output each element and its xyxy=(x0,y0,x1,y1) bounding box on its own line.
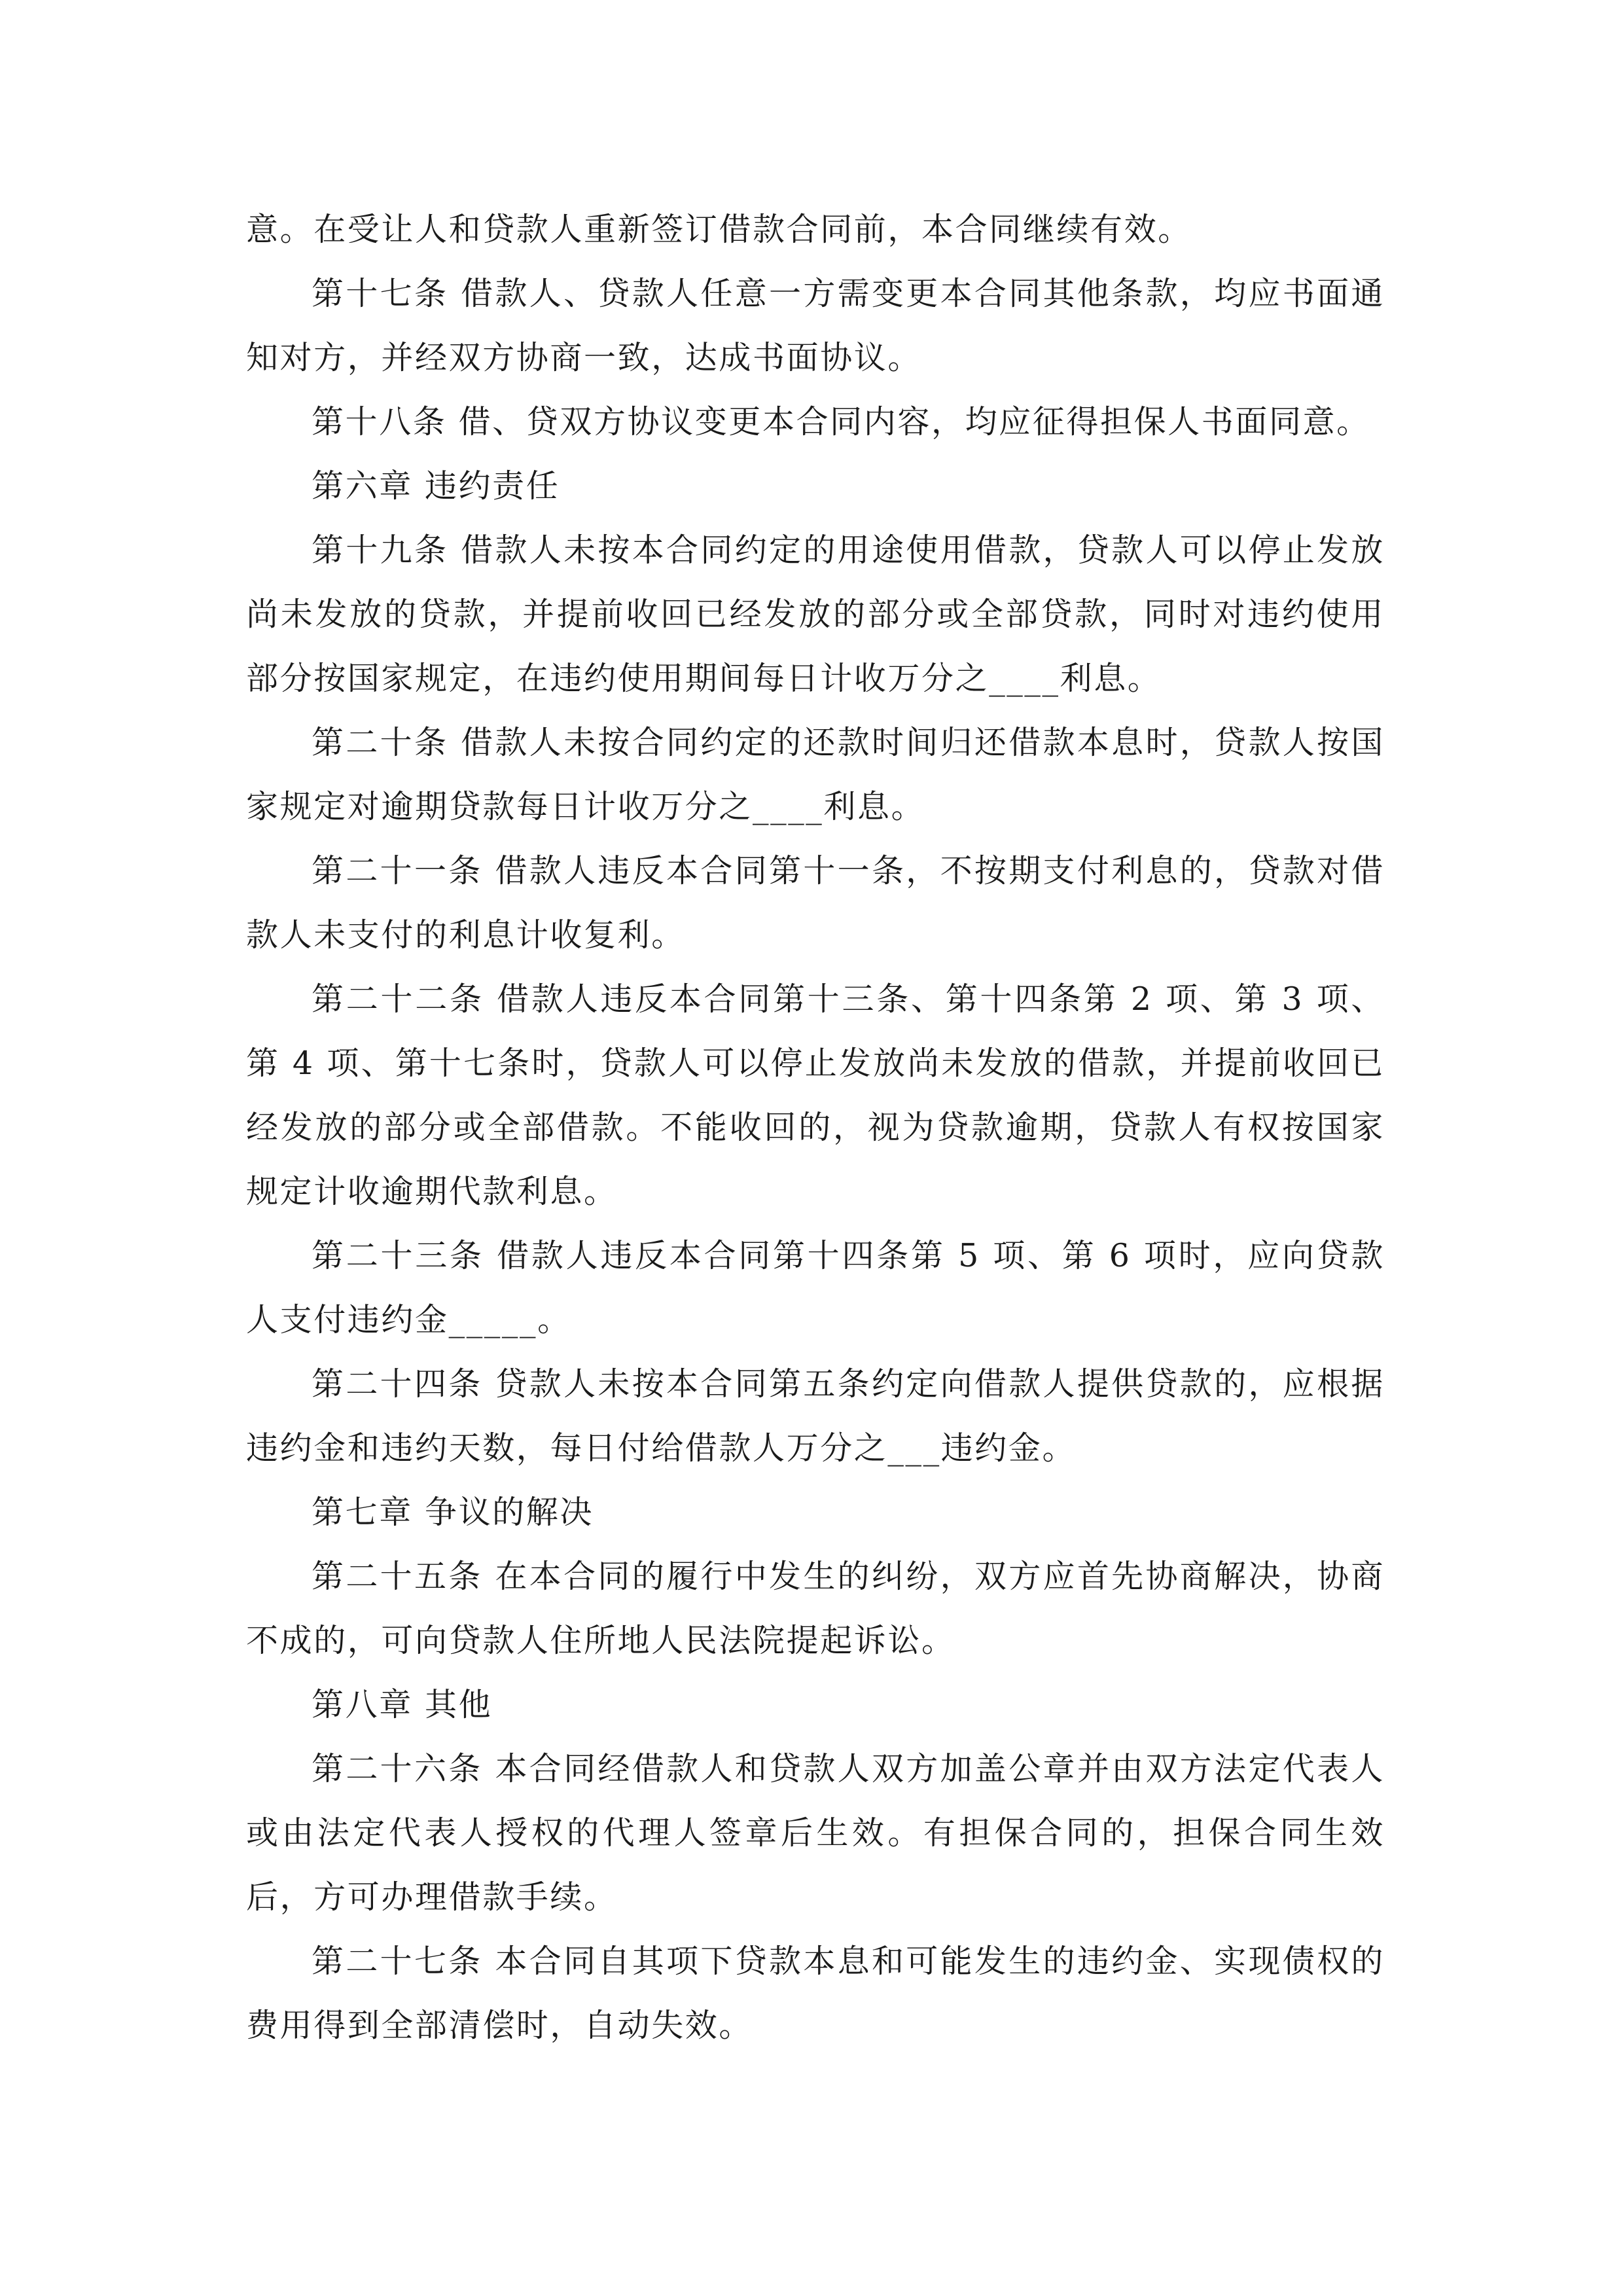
article-27: 第二十七条 本合同自其项下贷款本息和可能发生的违约金、实现债权的费用得到全部清偿时，自动失效。 xyxy=(246,1943,1385,2044)
article-22: 第二十二条 借款人违反本合同第十三条、第十四条第 2 项、第 3 项、第 4 项、第十七条时，贷款人可以停止发放尚未发放的借款，并提前收回已经发放的部分或全部借款。不能收回的，视为贷款逾期，贷款人有权按国家规定计收逾期代款利息。 xyxy=(246,980,1385,1210)
article-26: 第二十六条 本合同经借款人和贷款人双方加盖公章并由双方法定代表人或由法定代表人授权的代理人签章后生效。有担保合同的，担保合同生效后，方可办理借款手续。 xyxy=(246,1750,1385,1916)
article-23: 第二十三条 借款人违反本合同第十四条第 5 项、第 6 项时，应向贷款人支付违约金_____。 xyxy=(246,1237,1385,1338)
article-17: 第十七条 借款人、贷款人任意一方需变更本合同其他条款，均应书面通知对方，并经双方协商一致，达成书面协议。 xyxy=(246,275,1385,376)
article-18: 第十八条 借、贷双方协议变更本合同内容，均应征得担保人书面同意。 xyxy=(312,403,1370,440)
paragraph-continuation: 意。在受让人和贷款人重新签订借款合同前，本合同继续有效。 xyxy=(246,211,1192,248)
article-21: 第二十一条 借款人违反本合同第十一条，不按期支付利息的，贷款对借款人未支付的利息计收复利。 xyxy=(246,852,1385,954)
article-20: 第二十条 借款人未按合同约定的还款时间归还借款本息时，贷款人按国家规定对逾期贷款每日计收万分之____利息。 xyxy=(246,724,1385,825)
chapter-8-heading: 第八章 其他 xyxy=(312,1686,493,1723)
article-19: 第十九条 借款人未按本合同约定的用途使用借款，贷款人可以停止发放尚未发放的贷款，并提前收回已经发放的部分或全部贷款，同时对违约使用部分按国家规定，在违约使用期间每日计收万分之____利息。 xyxy=(246,531,1385,697)
article-24: 第二十四条 贷款人未按本合同第五条约定向借款人提供贷款的，应根据违约金和违约天数，每日付给借款人万分之___违约金。 xyxy=(246,1365,1385,1467)
chapter-6-heading: 第六章 违约责任 xyxy=(312,467,560,505)
article-25: 第二十五条 在本合同的履行中发生的纠纷，双方应首先协商解决，协商不成的，可向贷款人住所地人民法院提起诉讼。 xyxy=(246,1558,1385,1659)
chapter-7-heading: 第七章 争议的解决 xyxy=(312,1494,594,1531)
